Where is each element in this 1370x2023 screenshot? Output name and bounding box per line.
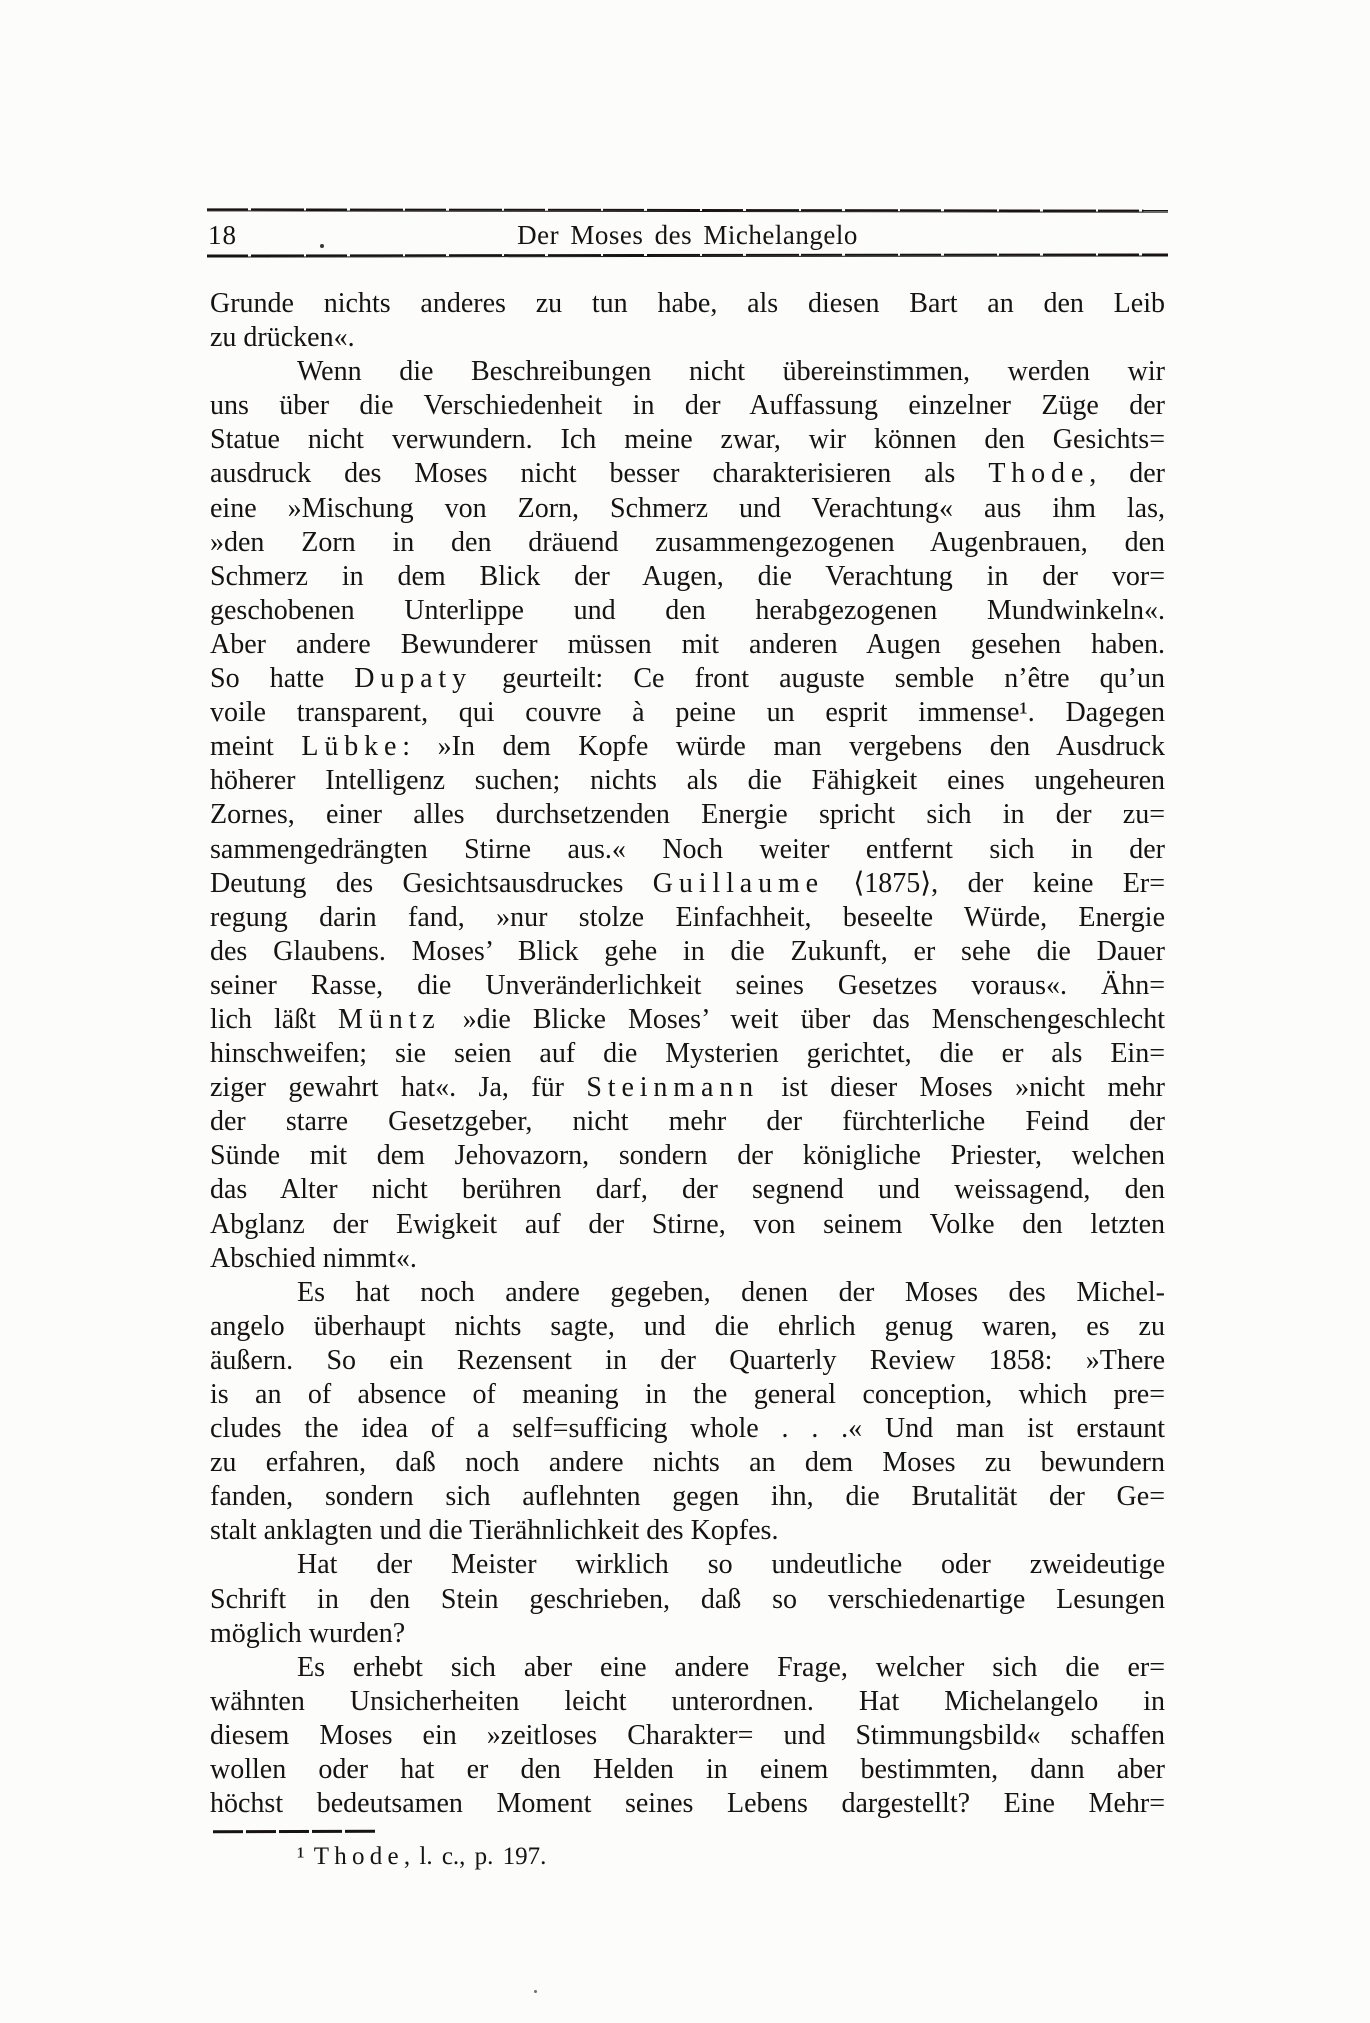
text-line: geschobenen Unterlippe und den herabgezogenen Mundwinkeln«. [210,594,1165,626]
text-line: »den Zorn in den dräuend zusammengezogenen Augenbrauen, den [210,526,1165,558]
text-line: zu drücken«. [210,322,355,354]
text-line: uns über die Verschiedenheit in der Auffassung einzelner Züge der [210,390,1165,422]
text-line: höherer Intelligenz suchen; nichts als die Fähigkeit eines ungeheuren [210,765,1165,797]
text-line: stalt anklagten und die Tierähnlichkeit des Kopfes. [210,1515,779,1547]
running-header [207,209,1168,257]
text-line: meint Lübke: »In dem Kopfe würde man vergebens den Ausdruck [210,731,1166,763]
text-line: wähnten Unsicherheiten leicht unterordnen. Hat Michelangelo in [210,1685,1165,1717]
text-line: sammengedrängten Stirne aus.« Noch weiter entfernt sich in der [210,833,1165,865]
text-line: Es hat noch andere gegeben, denen der Moses des Michel- [297,1276,1165,1308]
text-line: lich läßt Müntz »die Blicke Moses’ weit über das Menschengeschlecht [210,1003,1165,1035]
header-row [207,212,1168,254]
running-title: Der Moses des Michelangelo [517,220,858,250]
scan-speck [320,244,324,248]
text-line: zu erfahren, daß noch andere nichts an dem Moses zu bewundern [210,1447,1165,1479]
letterspaced-name: Dupaty [354,663,472,695]
text-line: möglich wurden? [210,1617,406,1649]
text-line: wollen oder hat er den Helden in einem bestimmten, dann aber [210,1754,1165,1786]
text-line: Wenn die Beschreibungen nicht übereinstimmen, werden wir [297,356,1165,388]
footnote-rule [213,1830,375,1834]
text-line: Zornes, einer alles durchsetzenden Energie spricht sich in der zu= [210,799,1165,831]
text-line: das Alter nicht berühren darf, der segnend und weissagend, den [210,1174,1165,1206]
letterspaced-name: Müntz [338,1003,441,1035]
letterspaced-name: Guillaume [652,867,824,899]
text-line: Hat der Meister wirklich so undeutliche oder zweideutige [297,1549,1165,1581]
letterspaced-name: Lübke [301,731,403,763]
text-line: ausdruck des Moses nicht besser charakterisieren als Thode, der [210,458,1165,490]
letterspaced-name: Thode [988,458,1090,490]
footnote [210,1841,1165,1873]
text-line: höchst bedeutsamen Moment seines Lebens dargestellt? Eine Mehr= [210,1788,1165,1820]
text-line: regung darin fand, »nur stolze Einfachheit, beseelte Würde, Energie [210,901,1165,933]
letterspaced-name: Steinmann [586,1072,760,1104]
text-line: seiner Rasse, die Unveränderlichkeit seines Gesetzes voraus«. Ähn= [210,969,1165,1001]
header-rule-bottom [207,253,1168,257]
text-line: Abglanz der Ewigkeit auf der Stirne, von seinem Volke den letzten [210,1208,1165,1240]
text-line: Schrift in den Stein geschrieben, daß so verschiedenartige Lesungen [210,1583,1165,1615]
text-line: des Glaubens. Moses’ Blick gehe in die Zukunft, er sehe die Dauer [210,935,1165,967]
text-line: eine »Mischung von Zorn, Schmerz und Verachtung« aus ihm las, [210,492,1165,524]
text-line: Grunde nichts anderes zu tun habe, als diesen Bart an den Leib [210,288,1165,319]
letterspaced-name: Thode [313,1843,404,1870]
footnote-text: ¹ Thode, l. c., p. 197. [297,1843,547,1870]
text-line: So hatte Dupaty geurteilt: Ce front auguste semble n’être qu’un [210,663,1165,695]
text-line: Es erhebt sich aber eine andere Frage, welcher sich die er= [297,1651,1165,1683]
text-line: is an of absence of meaning in the general conception, which pre= [210,1379,1165,1410]
text-line: voile transparent, qui couvre à peine un esprit immense¹. Dagegen [210,697,1165,729]
text-line: äußern. So ein Rezensent in der Quarterly Review 1858: »There [210,1344,1165,1376]
text-line: ziger gewahrt hat«. Ja, für Steinmann ist dieser Moses »nicht mehr [210,1072,1165,1104]
text-line: Sünde mit dem Jehovazorn, sondern der königliche Priester, welchen [210,1140,1165,1172]
scan-speck [534,1990,537,1993]
text-line: Schmerz in dem Blick der Augen, die Verachtung in der vor= [210,560,1165,592]
text-line: cludes the idea of a self=sufficing whole . . .« Und man ist erstaunt [210,1413,1165,1445]
text-body [210,287,1165,1821]
text-line: Abschied nimmt«. [210,1242,417,1274]
text-line: hinschweifen; sie seien auf die Mysterien gerichtet, die er als Ein= [210,1038,1165,1070]
text-line: der starre Gesetzgeber, nicht mehr der fürchterliche Feind der [210,1106,1165,1138]
text-line: angelo überhaupt nichts sagte, und die ehrlich genug waren, es zu [210,1310,1165,1342]
text-line: diesem Moses ein »zeitloses Charakter= und Stimmungsbild« schaffen [210,1719,1165,1751]
text-line: Aber andere Bewunderer müssen mit anderen Augen gesehen haben. [210,628,1165,660]
page-number: 18 [208,220,237,250]
text-line: fanden, sondern sich auflehnten gegen ihn, die Brutalität der Ge= [210,1481,1165,1513]
text-line: Statue nicht verwundern. Ich meine zwar, wir können den Gesichts= [210,424,1165,456]
text-line: Deutung des Gesichtsausdruckes Guillaume ⟨1875⟩, der keine Er= [210,867,1165,899]
